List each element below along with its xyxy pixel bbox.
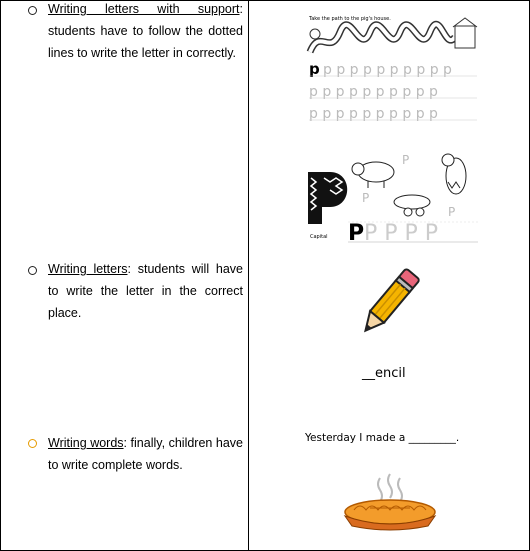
row-2-text <box>48 258 243 324</box>
svg-text:P: P <box>348 221 365 246</box>
row-1-description: : students have to follow the dotted lines to write the letter in correctly. <box>48 2 243 60</box>
row-3-text <box>48 432 243 476</box>
row-1-term: Writing letters with support <box>48 2 240 16</box>
svg-text:p p p p p p p p p p: p p p p p p p p p p <box>309 84 438 100</box>
svg-text:P: P <box>448 205 456 219</box>
capital-label: Capital <box>310 234 328 240</box>
row-1-text <box>48 0 243 64</box>
row-3-term: Writing words <box>48 436 124 450</box>
svg-text:p: p <box>309 60 320 78</box>
row-2-term: Writing letters <box>48 262 128 276</box>
capital-p-worksheet-image <box>308 152 480 248</box>
pencil-icon <box>360 268 420 338</box>
row-2-description: : students will have to write the letter in the correct place. <box>48 262 243 320</box>
maze-worksheet-image <box>305 12 480 122</box>
table-middle-border <box>248 0 249 551</box>
bullet-1 <box>28 6 37 15</box>
bullet-3 <box>28 439 37 448</box>
table-left-border <box>0 0 1 551</box>
row-3-description: : finally, children have to write complete words. <box>48 436 243 472</box>
svg-text:P: P <box>402 153 410 167</box>
svg-text:P P P P: P P P P <box>364 221 439 246</box>
sentence-prompt: Yesterday I made a _________. <box>305 432 460 444</box>
bullet-2 <box>28 266 37 275</box>
pie-icon <box>340 472 440 532</box>
svg-text:P: P <box>362 191 370 205</box>
maze-caption: Take the path to the pig's house. <box>309 16 391 22</box>
pencil-word: __encil <box>362 366 406 381</box>
svg-text:p p p p p p p p p p: p p p p p p p p p p <box>323 62 452 78</box>
svg-text:p p p p p p p p p p: p p p p p p p p p p <box>309 106 438 122</box>
